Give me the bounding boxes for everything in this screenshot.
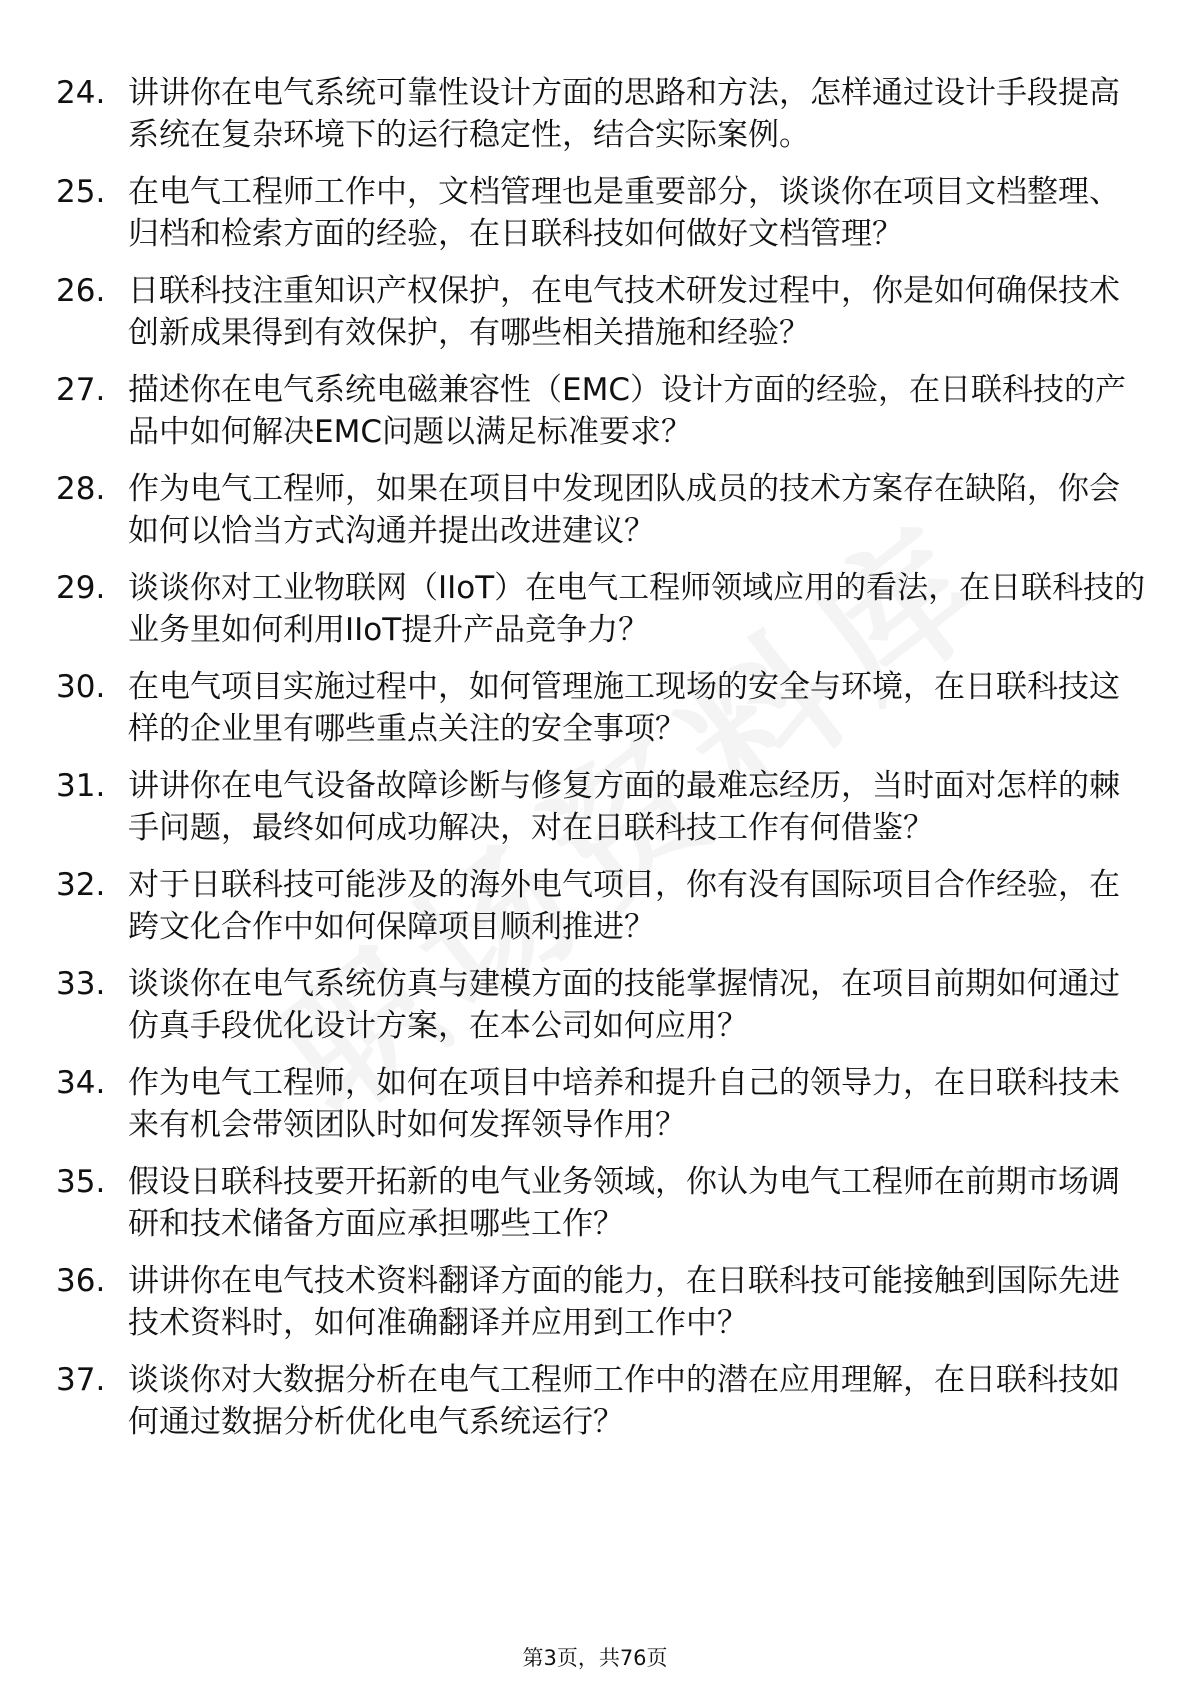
question-item-24 (56, 72, 1146, 156)
question-item-35 (56, 1161, 1146, 1245)
question-item-25 (56, 171, 1146, 255)
question-text: 谈谈你在电气系统仿真与建模方面的技能掌握情况，在项目前期如何通过仿真手段优化设计方案，在本公司如何应用？ (128, 966, 1120, 1044)
question-item-33 (56, 963, 1146, 1047)
question-text: 讲讲你在电气技术资料翻译方面的能力，在日联科技可能接触到国际先进技术资料时，如何准确翻译并应用到工作中？ (128, 1263, 1120, 1341)
page-footer: 第3页，共76页 (522, 1646, 668, 1670)
question-number: 30. (56, 669, 106, 705)
question-item-26 (56, 270, 1146, 354)
question-number: 25. (56, 174, 106, 210)
question-text: 作为电气工程师，如何在项目中培养和提升自己的领导力，在日联科技未来有机会带领团队时如何发挥领导作用？ (128, 1065, 1120, 1143)
question-number: 31. (56, 768, 106, 804)
question-text: 作为电气工程师，如果在项目中发现团队成员的技术方案存在缺陷，你会如何以恰当方式沟通并提出改进建议？ (128, 471, 1120, 549)
question-item-36 (56, 1260, 1146, 1344)
question-number: 36. (56, 1263, 106, 1299)
question-list (56, 72, 1146, 1458)
question-item-27 (56, 369, 1146, 453)
question-text: 假设日联科技要开拓新的电气业务领域，你认为电气工程师在前期市场调研和技术储备方面应承担哪些工作？ (128, 1164, 1120, 1242)
question-number: 32. (56, 867, 106, 903)
question-text: 谈谈你对大数据分析在电气工程师工作中的潜在应用理解，在日联科技如何通过数据分析优化电气系统运行？ (128, 1362, 1120, 1440)
question-number: 29. (56, 570, 106, 606)
question-item-31 (56, 765, 1146, 849)
question-text: 谈谈你对工业物联网（IIoT）在电气工程师领域应用的看法，在日联科技的业务里如何利用IIoT提升产品竞争力？ (128, 570, 1146, 648)
question-number: 28. (56, 471, 106, 507)
question-text: 对于日联科技可能涉及的海外电气项目，你有没有国际项目合作经验，在跨文化合作中如何保障项目顺利推进？ (128, 867, 1120, 945)
question-text: 讲讲你在电气系统可靠性设计方面的思路和方法，怎样通过设计手段提高系统在复杂环境下的运行稳定性，结合实际案例。 (128, 75, 1120, 153)
question-item-32 (56, 864, 1146, 948)
question-number: 27. (56, 372, 106, 408)
question-number: 24. (56, 75, 106, 111)
question-number: 34. (56, 1065, 106, 1101)
question-text: 讲讲你在电气设备故障诊断与修复方面的最难忘经历，当时面对怎样的棘手问题，最终如何成功解决，对在日联科技工作有何借鉴？ (128, 768, 1120, 846)
question-number: 33. (56, 966, 106, 1002)
question-item-29 (56, 567, 1146, 651)
question-item-28 (56, 468, 1146, 552)
question-text: 在电气工程师工作中，文档管理也是重要部分，谈谈你在项目文档整理、归档和检索方面的经验，在日联科技如何做好文档管理？ (128, 174, 1120, 252)
question-number: 37. (56, 1362, 106, 1398)
question-number: 26. (56, 273, 106, 309)
question-item-30 (56, 666, 1146, 750)
question-item-34 (56, 1062, 1146, 1146)
question-item-37 (56, 1359, 1146, 1443)
question-number: 35. (56, 1164, 106, 1200)
question-text: 描述你在电气系统电磁兼容性（EMC）设计方面的经验，在日联科技的产品中如何解决EMC问题以满足标准要求？ (128, 372, 1126, 450)
question-text: 在电气项目实施过程中，如何管理施工现场的安全与环境，在日联科技这样的企业里有哪些重点关注的安全事项？ (128, 669, 1120, 747)
question-text: 日联科技注重知识产权保护，在电气技术研发过程中，你是如何确保技术创新成果得到有效保护，有哪些相关措施和经验？ (128, 273, 1120, 351)
